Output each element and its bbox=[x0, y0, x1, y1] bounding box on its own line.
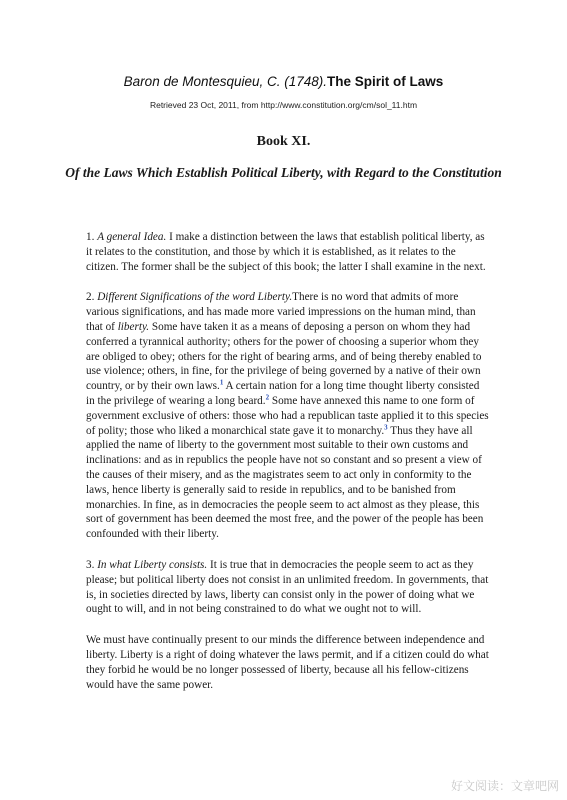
paragraph-text: Some have taken it as a means of deposing a person on whom they had conferred a tyrannical authority; others for the power of choosing a superior whom they are obliged to obey; others for the right of bearing arms, and of being thereby enabled to use violence; others, in fine, for the privilege of being governed by a native of their own country, or by their own laws. bbox=[86, 320, 482, 393]
citation-title: The Spirit of Laws bbox=[327, 74, 444, 89]
paragraph-3 bbox=[86, 558, 490, 617]
footnote-link-3[interactable]: 3 bbox=[384, 422, 388, 431]
paragraph-number: 2. bbox=[86, 291, 95, 304]
footnote-link-2[interactable]: 2 bbox=[265, 393, 270, 402]
book-heading: Book XI. bbox=[256, 134, 311, 149]
paragraph-text: It is true that in democracies the people seem to act as they please; but political liberty does not consist in an unlimited freedom. In governments, that is, in societies directed by laws, liberty can consist only in the power of doing what we ought to will, and in not being constrained to do what we ought not to will. bbox=[86, 558, 489, 616]
paragraph-text: A certain nation for a long time thought liberty consisted in the privilege of wearing a long beard. bbox=[86, 380, 480, 407]
paragraph-number: 1. bbox=[86, 231, 95, 243]
paragraph-text: There is no word that admits of more various significations, and has made more varied impressions on the human mind, than that of bbox=[86, 291, 476, 333]
document-body bbox=[86, 230, 490, 708]
chapter-subtitle: Of the Laws Which Establish Political Liberty, with Regard to the Constitution bbox=[65, 165, 502, 180]
paragraph-text: Some have annexed this name to one form of government exclusive of others: those who had a republican taste applied it to this species of polity; those who liked a monarchical state gave it to monarchy. bbox=[86, 394, 489, 437]
footnote-link-1[interactable]: 1 bbox=[219, 378, 224, 387]
paragraph-2 bbox=[86, 290, 490, 542]
watermark-text: 好文阅读：文章吧网 bbox=[450, 779, 559, 793]
paragraph-italic: liberty. bbox=[117, 320, 150, 333]
paragraph-text: Thus they have all applied the name of liberty to the government most suitable to their own customs and inclinations: and as in republics the people have not so constant and so present a view of the causes of their misery, and as the magistrates seem to act only in conformity to the laws, hence liberty is generally said to reside in republics, and to be banished from monarchies. In fine, as in democracies the people seem to act almost as they please, this sort of government has been deemed the most free, and the power of the people has been confounded with their liberty. bbox=[86, 424, 484, 541]
paragraph-text: We must have continually present to our minds the difference between independence and liberty. Liberty is a right of doing whatever the laws permit, and if a citizen could do what they forbid he would be no longer possessed of liberty, because all his fellow-citizens would have the same power. bbox=[86, 634, 489, 691]
paragraph-lead: In what Liberty consists. bbox=[97, 558, 208, 571]
paragraph-lead: Different Significations of the word Liberty. bbox=[97, 291, 293, 304]
paragraph-lead: A general Idea. bbox=[97, 231, 167, 243]
citation-author: Baron de Montesquieu, C. (1748). bbox=[123, 74, 328, 89]
retrieved-line: Retrieved 23 Oct, 2011, from http://www.constitution.org/cm/sol_11.htm bbox=[149, 100, 418, 110]
citation-line bbox=[0, 74, 567, 89]
paragraph-text: I make a distinction between the laws that establish political liberty, as it relates to the constitution, and those by which it is established, as it relates to the citizen. The former shall be the subject of this book; the latter I shall examine in the next. bbox=[86, 231, 486, 273]
paragraph-4 bbox=[86, 633, 490, 692]
paragraph-1 bbox=[86, 230, 490, 274]
paragraph-number: 3. bbox=[86, 558, 95, 571]
